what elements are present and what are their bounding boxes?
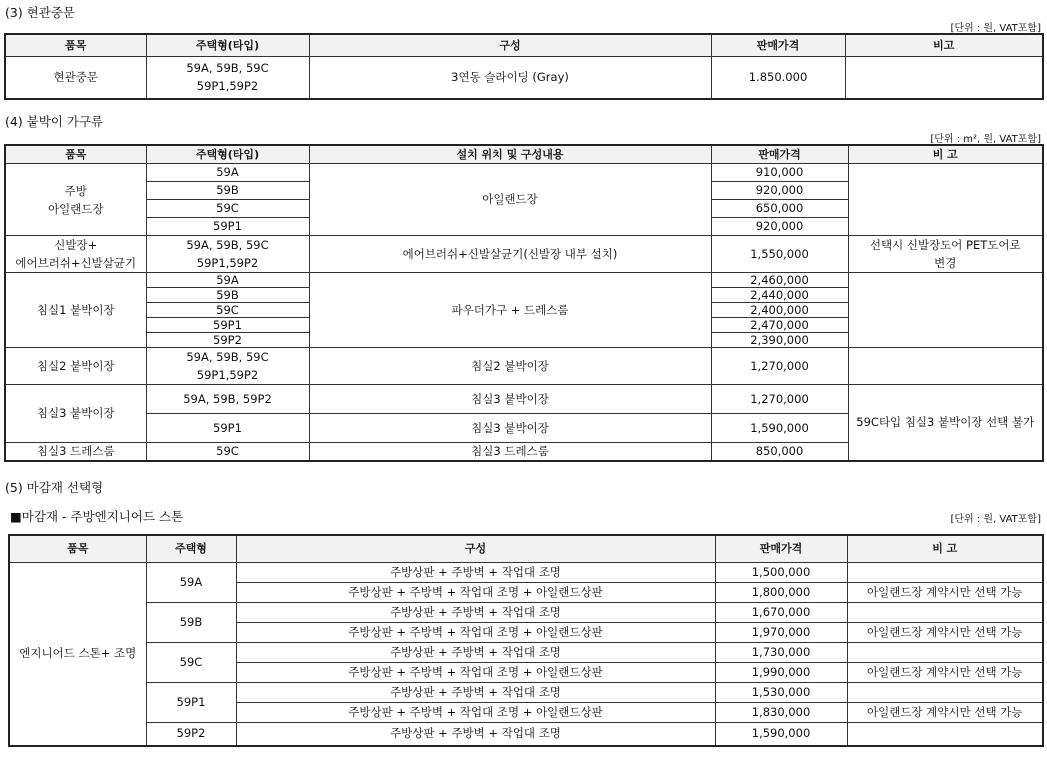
note-cell: 59C타입 침실3 붙박이장 선택 불가 — [848, 385, 1043, 462]
item-cell: 엔지니어드 스톤+ 조명 — [9, 562, 146, 746]
header-note: 비 고 — [847, 535, 1043, 562]
type-cell: 59C — [146, 200, 309, 218]
type-cell: 59C — [146, 443, 309, 462]
table-row — [5, 385, 1043, 414]
type-cell: 59P1 — [146, 682, 236, 722]
type-cell: 59A, 59B, 59C 59P1,59P2 — [146, 348, 309, 385]
price-cell: 1,530,000 — [715, 682, 847, 702]
price-cell: 910,000 — [711, 164, 848, 182]
section4-unit: [단위 : m², 원, VAT포함] — [930, 134, 1041, 145]
section3-unit: [단위 : 원, VAT포함] — [950, 23, 1041, 34]
section3-title: (3) 현관중문 — [5, 5, 75, 20]
item-cell: 침실2 붙박이장 — [5, 348, 146, 385]
header-type: 주택형 — [146, 535, 236, 562]
header-item: 품목 — [5, 34, 146, 56]
header-price: 판매가격 — [711, 34, 845, 56]
note-cell: 아일랜드장 계약시만 선택 가능 — [847, 662, 1043, 682]
section5-unit: [단위 : 원, VAT포함] — [950, 514, 1041, 525]
note-cell — [845, 56, 1043, 99]
type-cell: 59A — [146, 273, 309, 288]
header-note: 비 고 — [848, 145, 1043, 164]
section5-title: (5) 마감재 선택형 — [5, 480, 104, 495]
note-cell — [847, 602, 1043, 622]
composition-cell: 주방상판 + 주방벽 + 작업대 조명 + 아일랜드상판 — [236, 702, 715, 722]
header-composition: 설치 위치 및 구성내용 — [309, 145, 711, 164]
price-cell: 2,440,000 — [711, 288, 848, 303]
price-cell: 1,730,000 — [715, 642, 847, 662]
header-type: 주택형(타입) — [146, 145, 309, 164]
composition-cell: 주방상판 + 주방벽 + 작업대 조명 — [236, 562, 715, 582]
entrance-door-table — [4, 33, 1044, 100]
composition-cell: 주방상판 + 주방벽 + 작업대 조명 — [236, 722, 715, 746]
item-cell: 침실3 붙박이장 — [5, 385, 146, 443]
price-cell: 1,590,000 — [715, 722, 847, 746]
header-price: 판매가격 — [715, 535, 847, 562]
finish-material-table — [8, 534, 1044, 747]
price-cell: 1,670,000 — [715, 602, 847, 622]
price-cell: 1,970,000 — [715, 622, 847, 642]
table-row — [5, 273, 1043, 288]
price-cell: 920,000 — [711, 218, 848, 236]
composition-cell: 침실3 붙박이장 — [309, 414, 711, 443]
note-cell — [847, 562, 1043, 582]
note-cell: 아일랜드장 계약시만 선택 가능 — [847, 582, 1043, 602]
composition-cell: 침실2 붙박이장 — [309, 348, 711, 385]
item-cell: 침실1 붙박이장 — [5, 273, 146, 348]
price-cell: 650,000 — [711, 200, 848, 218]
composition-cell: 주방상판 + 주방벽 + 작업대 조명 + 아일랜드상판 — [236, 582, 715, 602]
type-cell: 59C — [146, 642, 236, 682]
type-cell: 59A, 59B, 59C 59P1,59P2 — [146, 56, 309, 99]
item-cell: 현관중문 — [5, 56, 146, 99]
composition-cell: 아일랜드장 — [309, 164, 711, 236]
price-cell: 2,390,000 — [711, 333, 848, 348]
header-item: 품목 — [9, 535, 146, 562]
price-cell: 1,270,000 — [711, 348, 848, 385]
note-cell: 아일랜드장 계약시만 선택 가능 — [847, 622, 1043, 642]
price-cell: 1,990,000 — [715, 662, 847, 682]
type-cell: 59A, 59B, 59C 59P1,59P2 — [146, 236, 309, 273]
price-cell: 1,550,000 — [711, 236, 848, 273]
composition-cell: 파우더가구 + 드레스룸 — [309, 273, 711, 348]
price-cell: 1,800,000 — [715, 582, 847, 602]
type-cell: 59A, 59B, 59P2 — [146, 385, 309, 414]
type-cell: 59A — [146, 164, 309, 182]
table-row — [5, 236, 1043, 273]
composition-cell: 에어브러쉬+신발살균기(신발장 내부 설치) — [309, 236, 711, 273]
item-cell: 주방 아일랜드장 — [5, 164, 146, 236]
type-cell: 59A — [146, 562, 236, 602]
price-cell: 920,000 — [711, 182, 848, 200]
note-cell — [847, 722, 1043, 746]
type-cell: 59B — [146, 602, 236, 642]
built-in-furniture-table — [4, 144, 1044, 462]
table-row — [5, 56, 1043, 99]
type-cell: 59P1 — [146, 218, 309, 236]
note-cell — [847, 682, 1043, 702]
table-row — [5, 348, 1043, 385]
price-cell: 1,500,000 — [715, 562, 847, 582]
section5-subtitle: ■마감재 - 주방엔지니어드 스톤 — [10, 509, 184, 524]
item-cell: 신발장+ 에어브러쉬+신발살균기 — [5, 236, 146, 273]
note-cell: 선택시 신발장도어 PET도어로 변경 — [848, 236, 1043, 273]
note-cell — [847, 642, 1043, 662]
note-cell: 아일랜드장 계약시만 선택 가능 — [847, 702, 1043, 722]
type-cell: 59P1 — [146, 318, 309, 333]
price-cell: 2,460,000 — [711, 273, 848, 288]
price-cell: 850,000 — [711, 443, 848, 462]
table-row — [9, 682, 1043, 702]
type-cell: 59B — [146, 288, 309, 303]
price-cell: 1,590,000 — [711, 414, 848, 443]
type-cell: 59P1 — [146, 414, 309, 443]
type-cell: 59P2 — [146, 333, 309, 348]
item-cell: 침실3 드레스룸 — [5, 443, 146, 462]
note-cell — [848, 164, 1043, 236]
table-row — [9, 722, 1043, 746]
type-cell: 59C — [146, 303, 309, 318]
type-cell: 59B — [146, 182, 309, 200]
header-price: 판매가격 — [711, 145, 848, 164]
note-cell — [848, 348, 1043, 385]
table-row — [9, 562, 1043, 582]
composition-cell: 주방상판 + 주방벽 + 작업대 조명 — [236, 682, 715, 702]
section4-title: (4) 붙박이 가구류 — [5, 114, 104, 129]
composition-cell: 주방상판 + 주방벽 + 작업대 조명 — [236, 602, 715, 622]
table-row — [9, 642, 1043, 662]
header-note: 비고 — [845, 34, 1043, 56]
header-composition: 구성 — [309, 34, 711, 56]
composition-cell: 주방상판 + 주방벽 + 작업대 조명 + 아일랜드상판 — [236, 662, 715, 682]
note-cell — [848, 273, 1043, 348]
price-cell: 1,270,000 — [711, 385, 848, 414]
composition-cell: 주방상판 + 주방벽 + 작업대 조명 — [236, 642, 715, 662]
composition-cell: 주방상판 + 주방벽 + 작업대 조명 + 아일랜드상판 — [236, 622, 715, 642]
composition-cell: 침실3 붙박이장 — [309, 385, 711, 414]
header-composition: 구성 — [236, 535, 715, 562]
composition-cell: 3연동 슬라이딩 (Gray) — [309, 56, 711, 99]
price-cell: 1,830,000 — [715, 702, 847, 722]
header-type: 주택형(타입) — [146, 34, 309, 56]
price-cell: 2,400,000 — [711, 303, 848, 318]
table-row — [5, 164, 1043, 182]
price-cell: 2,470,000 — [711, 318, 848, 333]
header-item: 품목 — [5, 145, 146, 164]
price-cell: 1.850.000 — [711, 56, 845, 99]
composition-cell: 침실3 드레스룸 — [309, 443, 711, 462]
table-row — [9, 602, 1043, 622]
type-cell: 59P2 — [146, 722, 236, 746]
